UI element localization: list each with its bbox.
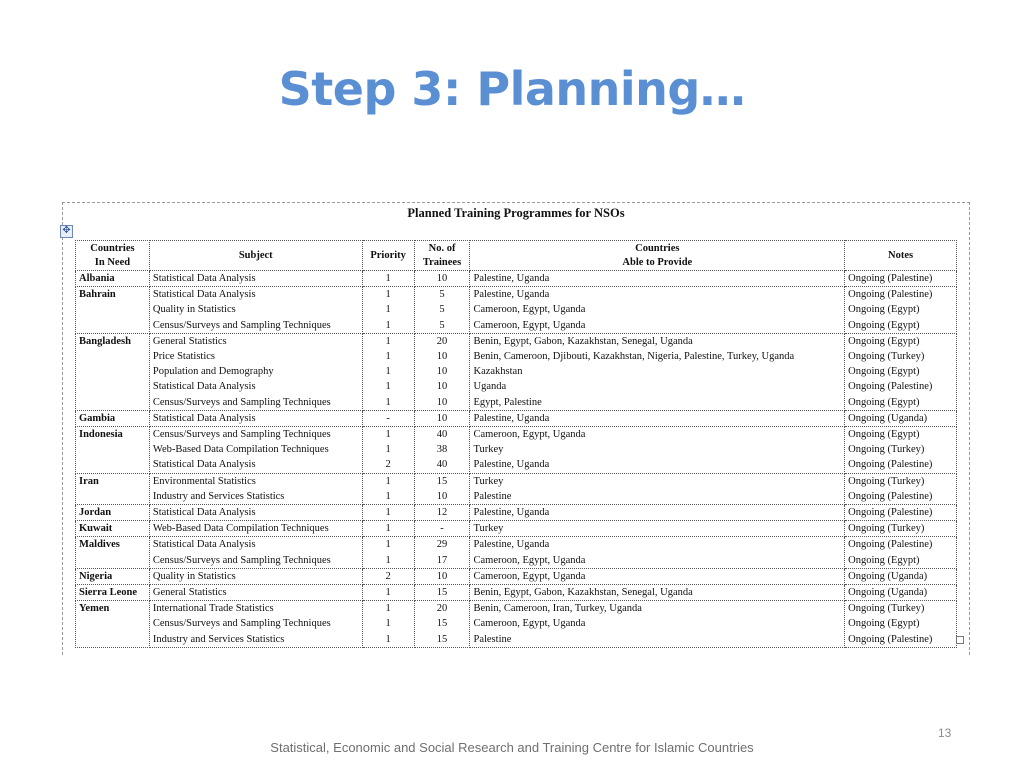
priority-cell [362, 427, 414, 474]
trainees-value: 15 [436, 633, 448, 645]
notes-value: Ongoing (Uganda) [848, 570, 928, 582]
priority-value: 1 [385, 429, 391, 441]
providers-cell [470, 333, 845, 410]
trainees-cell [414, 505, 470, 521]
table-row [76, 271, 957, 287]
subject-cell [149, 271, 362, 287]
trainees-cell [414, 585, 470, 601]
trainees-value: 15 [436, 618, 448, 630]
providers-value: Palestine, Uganda [473, 273, 550, 284]
subject-cell [149, 601, 362, 648]
table-row [76, 568, 957, 584]
trainees-value: 12 [436, 507, 448, 519]
subject-value: Census/Surveys and Sampling Techniques [152, 554, 331, 566]
subject-cell [149, 473, 362, 504]
table-row [76, 287, 957, 334]
providers-value: Palestine [473, 633, 512, 645]
trainees-value: 10 [436, 381, 448, 393]
subject-value: Census/Surveys and Sampling Techniques [152, 319, 331, 331]
providers-value: Uganda [473, 381, 507, 393]
notes-value: Ongoing (Palestine) [848, 507, 933, 519]
trainees-cell [414, 333, 470, 410]
trainees-value: - [440, 523, 444, 535]
table-resize-handle[interactable] [956, 636, 964, 644]
trainees-cell [414, 427, 470, 474]
providers-value: Cameroon, Egypt, Uganda [473, 554, 586, 566]
subject-value: Census/Surveys and Sampling Techniques [152, 429, 331, 441]
trainees-cell [414, 601, 470, 648]
priority-value: 1 [385, 381, 391, 393]
trainees-value: 10 [436, 412, 448, 424]
subject-value: Statistical Data Analysis [152, 273, 256, 284]
trainees-value: 10 [436, 273, 448, 284]
providers-cell [470, 473, 845, 504]
country-cell: Indonesia [76, 427, 150, 474]
country-cell: Maldives [76, 537, 150, 568]
priority-value: 1 [385, 523, 391, 535]
providers-value: Cameroon, Egypt, Uganda [473, 304, 586, 316]
trainees-value: 5 [439, 304, 445, 316]
priority-value: 1 [385, 554, 391, 566]
notes-cell [845, 427, 957, 474]
providers-value: Cameroon, Egypt, Uganda [473, 570, 586, 582]
providers-value: Egypt, Palestine [473, 396, 542, 408]
country-cell: Nigeria [76, 568, 150, 584]
table-row [76, 505, 957, 521]
trainees-cell [414, 271, 470, 287]
priority-value: 1 [385, 475, 391, 487]
table-row [76, 410, 957, 426]
notes-value: Ongoing (Egypt) [848, 304, 920, 316]
providers-cell [470, 427, 845, 474]
providers-value: Benin, Cameroon, Iran, Turkey, Uganda [473, 603, 642, 615]
notes-value: Ongoing (Palestine) [848, 490, 933, 502]
notes-cell [845, 287, 957, 334]
providers-value: Turkey [473, 444, 504, 456]
table-caption: Planned Training Programmes for NSOs [407, 206, 625, 220]
providers-value: Palestine, Uganda [473, 507, 550, 519]
providers-cell [470, 287, 845, 334]
header-notes: Notes [845, 241, 957, 271]
table-row [76, 521, 957, 537]
providers-value: Palestine [473, 490, 512, 502]
trainees-value: 40 [436, 429, 448, 441]
trainees-value: 10 [436, 366, 448, 378]
priority-value: - [386, 412, 390, 424]
notes-value: Ongoing (Turkey) [848, 444, 925, 456]
providers-cell [470, 601, 845, 648]
subject-value: Statistical Data Analysis [152, 507, 256, 519]
providers-value: Turkey [473, 475, 504, 487]
subject-value: General Statistics [152, 335, 227, 347]
trainees-cell [414, 410, 470, 426]
subject-value: Web-Based Data Compilation Techniques [152, 444, 329, 456]
providers-value: Palestine, Uganda [473, 289, 550, 301]
slide-title: Step 3: Planning… [278, 62, 746, 116]
country-cell: Kuwait [76, 521, 150, 537]
providers-cell [470, 568, 845, 584]
providers-cell [470, 585, 845, 601]
table-row [76, 601, 957, 648]
country-cell: Jordan [76, 505, 150, 521]
priority-value: 1 [385, 618, 391, 630]
subject-value: Statistical Data Analysis [152, 459, 256, 471]
header-subject: Subject [149, 241, 362, 271]
priority-value: 1 [385, 539, 391, 551]
country-cell: Iran [76, 473, 150, 504]
slide-number: 13 [938, 726, 952, 740]
table-row [76, 585, 957, 601]
priority-value: 1 [385, 396, 391, 408]
header-priority: Priority [362, 241, 414, 271]
priority-cell [362, 601, 414, 648]
priority-value: 1 [385, 304, 391, 316]
table-header-row [76, 241, 957, 271]
priority-cell [362, 537, 414, 568]
subject-value: Statistical Data Analysis [152, 381, 256, 393]
subject-value: Quality in Statistics [152, 304, 236, 316]
priority-value: 1 [385, 351, 391, 363]
priority-value: 1 [385, 490, 391, 502]
providers-value: Benin, Egypt, Gabon, Kazakhstan, Senegal, Uganda [473, 335, 693, 347]
subject-value: Environmental Statistics [152, 475, 256, 487]
providers-cell [470, 505, 845, 521]
notes-cell [845, 521, 957, 537]
subject-cell [149, 333, 362, 410]
notes-value: Ongoing (Palestine) [848, 459, 933, 471]
trainees-value: 40 [436, 459, 448, 471]
notes-cell [845, 410, 957, 426]
notes-value: Ongoing (Egypt) [848, 618, 920, 630]
notes-cell [845, 333, 957, 410]
subject-cell [149, 410, 362, 426]
trainees-value: 17 [436, 554, 448, 566]
notes-cell [845, 601, 957, 648]
embedded-document-frame [62, 202, 970, 655]
subject-value: Industry and Services Statistics [152, 490, 285, 502]
header-no-of-trainees: No. of Trainees [414, 241, 470, 271]
subject-cell [149, 537, 362, 568]
notes-value: Ongoing (Egypt) [848, 366, 920, 378]
country-cell: Bangladesh [76, 333, 150, 410]
priority-value: 1 [385, 587, 391, 599]
trainees-value: 20 [436, 335, 448, 347]
trainees-value: 38 [436, 444, 448, 456]
notes-value: Ongoing (Turkey) [848, 603, 925, 615]
subject-value: Population and Demography [152, 366, 274, 378]
trainees-value: 5 [439, 319, 445, 331]
providers-value: Kazakhstan [473, 366, 523, 378]
notes-cell [845, 505, 957, 521]
priority-cell [362, 287, 414, 334]
priority-cell [362, 473, 414, 504]
priority-value: 1 [385, 335, 391, 347]
country-cell: Albania [76, 271, 150, 287]
notes-cell [845, 473, 957, 504]
subject-value: Statistical Data Analysis [152, 289, 256, 301]
subject-cell [149, 287, 362, 334]
trainees-value: 20 [436, 603, 448, 615]
notes-value: Ongoing (Palestine) [848, 539, 933, 551]
country-cell: Gambia [76, 410, 150, 426]
trainees-value: 10 [436, 351, 448, 363]
subject-value: Statistical Data Analysis [152, 539, 256, 551]
subject-value: Web-Based Data Compilation Techniques [152, 523, 329, 535]
trainees-value: 5 [439, 289, 445, 301]
providers-cell [470, 537, 845, 568]
notes-value: Ongoing (Turkey) [848, 351, 925, 363]
subject-cell [149, 585, 362, 601]
notes-value: Ongoing (Palestine) [848, 273, 933, 284]
providers-value: Benin, Egypt, Gabon, Kazakhstan, Senegal, Uganda [473, 587, 693, 599]
slide-footer: Statistical, Economic and Social Research and Training Centre for Islamic Countries [270, 740, 754, 755]
trainees-value: 10 [436, 490, 448, 502]
notes-value: Ongoing (Turkey) [848, 523, 925, 535]
trainees-cell [414, 473, 470, 504]
notes-value: Ongoing (Egypt) [848, 429, 920, 441]
subject-value: International Trade Statistics [152, 603, 274, 615]
header-countries-able-to-provide: Countries Able to Provide [470, 241, 845, 271]
priority-value: 1 [385, 319, 391, 331]
priority-cell [362, 333, 414, 410]
priority-value: 1 [385, 444, 391, 456]
trainees-cell [414, 287, 470, 334]
subject-value: Industry and Services Statistics [152, 633, 285, 645]
training-programmes-table [75, 240, 957, 648]
table-row [76, 537, 957, 568]
providers-cell [470, 521, 845, 537]
country-cell: Sierra Leone [76, 585, 150, 601]
table-row [76, 473, 957, 504]
notes-cell [845, 568, 957, 584]
notes-value: Ongoing (Turkey) [848, 475, 925, 487]
subject-value: Census/Surveys and Sampling Techniques [152, 396, 331, 408]
subject-value: Quality in Statistics [152, 570, 236, 582]
country-cell: Yemen [76, 601, 150, 648]
header-countries-in-need: Countries In Need [76, 241, 150, 271]
priority-cell [362, 271, 414, 287]
providers-value: Turkey [473, 523, 504, 535]
subject-cell [149, 568, 362, 584]
priority-cell [362, 505, 414, 521]
providers-value: Benin, Cameroon, Djibouti, Kazakhstan, Nigeria, Palestine, Turkey, Uganda [473, 351, 795, 363]
notes-value: Ongoing (Egypt) [848, 335, 920, 347]
providers-value: Cameroon, Egypt, Uganda [473, 319, 586, 331]
notes-value: Ongoing (Egypt) [848, 554, 920, 566]
trainees-cell [414, 521, 470, 537]
trainees-cell [414, 537, 470, 568]
priority-cell [362, 585, 414, 601]
notes-cell [845, 537, 957, 568]
notes-value: Ongoing (Palestine) [848, 381, 933, 393]
priority-value: 1 [385, 289, 391, 301]
subject-cell [149, 505, 362, 521]
priority-cell [362, 410, 414, 426]
table-move-handle-icon[interactable]: ✥ [60, 225, 73, 238]
providers-value: Cameroon, Egypt, Uganda [473, 429, 586, 441]
table-row [76, 427, 957, 474]
notes-value: Ongoing (Uganda) [848, 412, 928, 424]
notes-value: Ongoing (Uganda) [848, 587, 928, 599]
subject-value: Price Statistics [152, 351, 215, 363]
priority-value: 1 [385, 507, 391, 519]
providers-value: Cameroon, Egypt, Uganda [473, 618, 586, 630]
subject-cell [149, 427, 362, 474]
trainees-value: 10 [436, 396, 448, 408]
subject-cell [149, 521, 362, 537]
trainees-cell [414, 568, 470, 584]
subject-value: Census/Surveys and Sampling Techniques [152, 618, 331, 630]
country-cell: Bahrain [76, 287, 150, 334]
priority-value: 1 [385, 273, 391, 284]
notes-cell [845, 271, 957, 287]
providers-value: Palestine, Uganda [473, 539, 550, 551]
priority-value: 1 [385, 633, 391, 645]
providers-cell [470, 271, 845, 287]
priority-value: 2 [385, 570, 391, 582]
subject-value: General Statistics [152, 587, 227, 599]
providers-cell [470, 410, 845, 426]
table-row [76, 333, 957, 410]
trainees-value: 29 [436, 539, 448, 551]
providers-value: Palestine, Uganda [473, 412, 550, 424]
trainees-value: 10 [436, 570, 448, 582]
trainees-value: 15 [436, 587, 448, 599]
notes-value: Ongoing (Palestine) [848, 633, 933, 645]
priority-value: 2 [385, 459, 391, 471]
subject-value: Statistical Data Analysis [152, 412, 256, 424]
priority-value: 1 [385, 366, 391, 378]
notes-value: Ongoing (Egypt) [848, 319, 920, 331]
notes-value: Ongoing (Palestine) [848, 289, 933, 301]
priority-value: 1 [385, 603, 391, 615]
notes-value: Ongoing (Egypt) [848, 396, 920, 408]
priority-cell [362, 568, 414, 584]
trainees-value: 15 [436, 475, 448, 487]
priority-cell [362, 521, 414, 537]
notes-cell [845, 585, 957, 601]
providers-value: Palestine, Uganda [473, 459, 550, 471]
